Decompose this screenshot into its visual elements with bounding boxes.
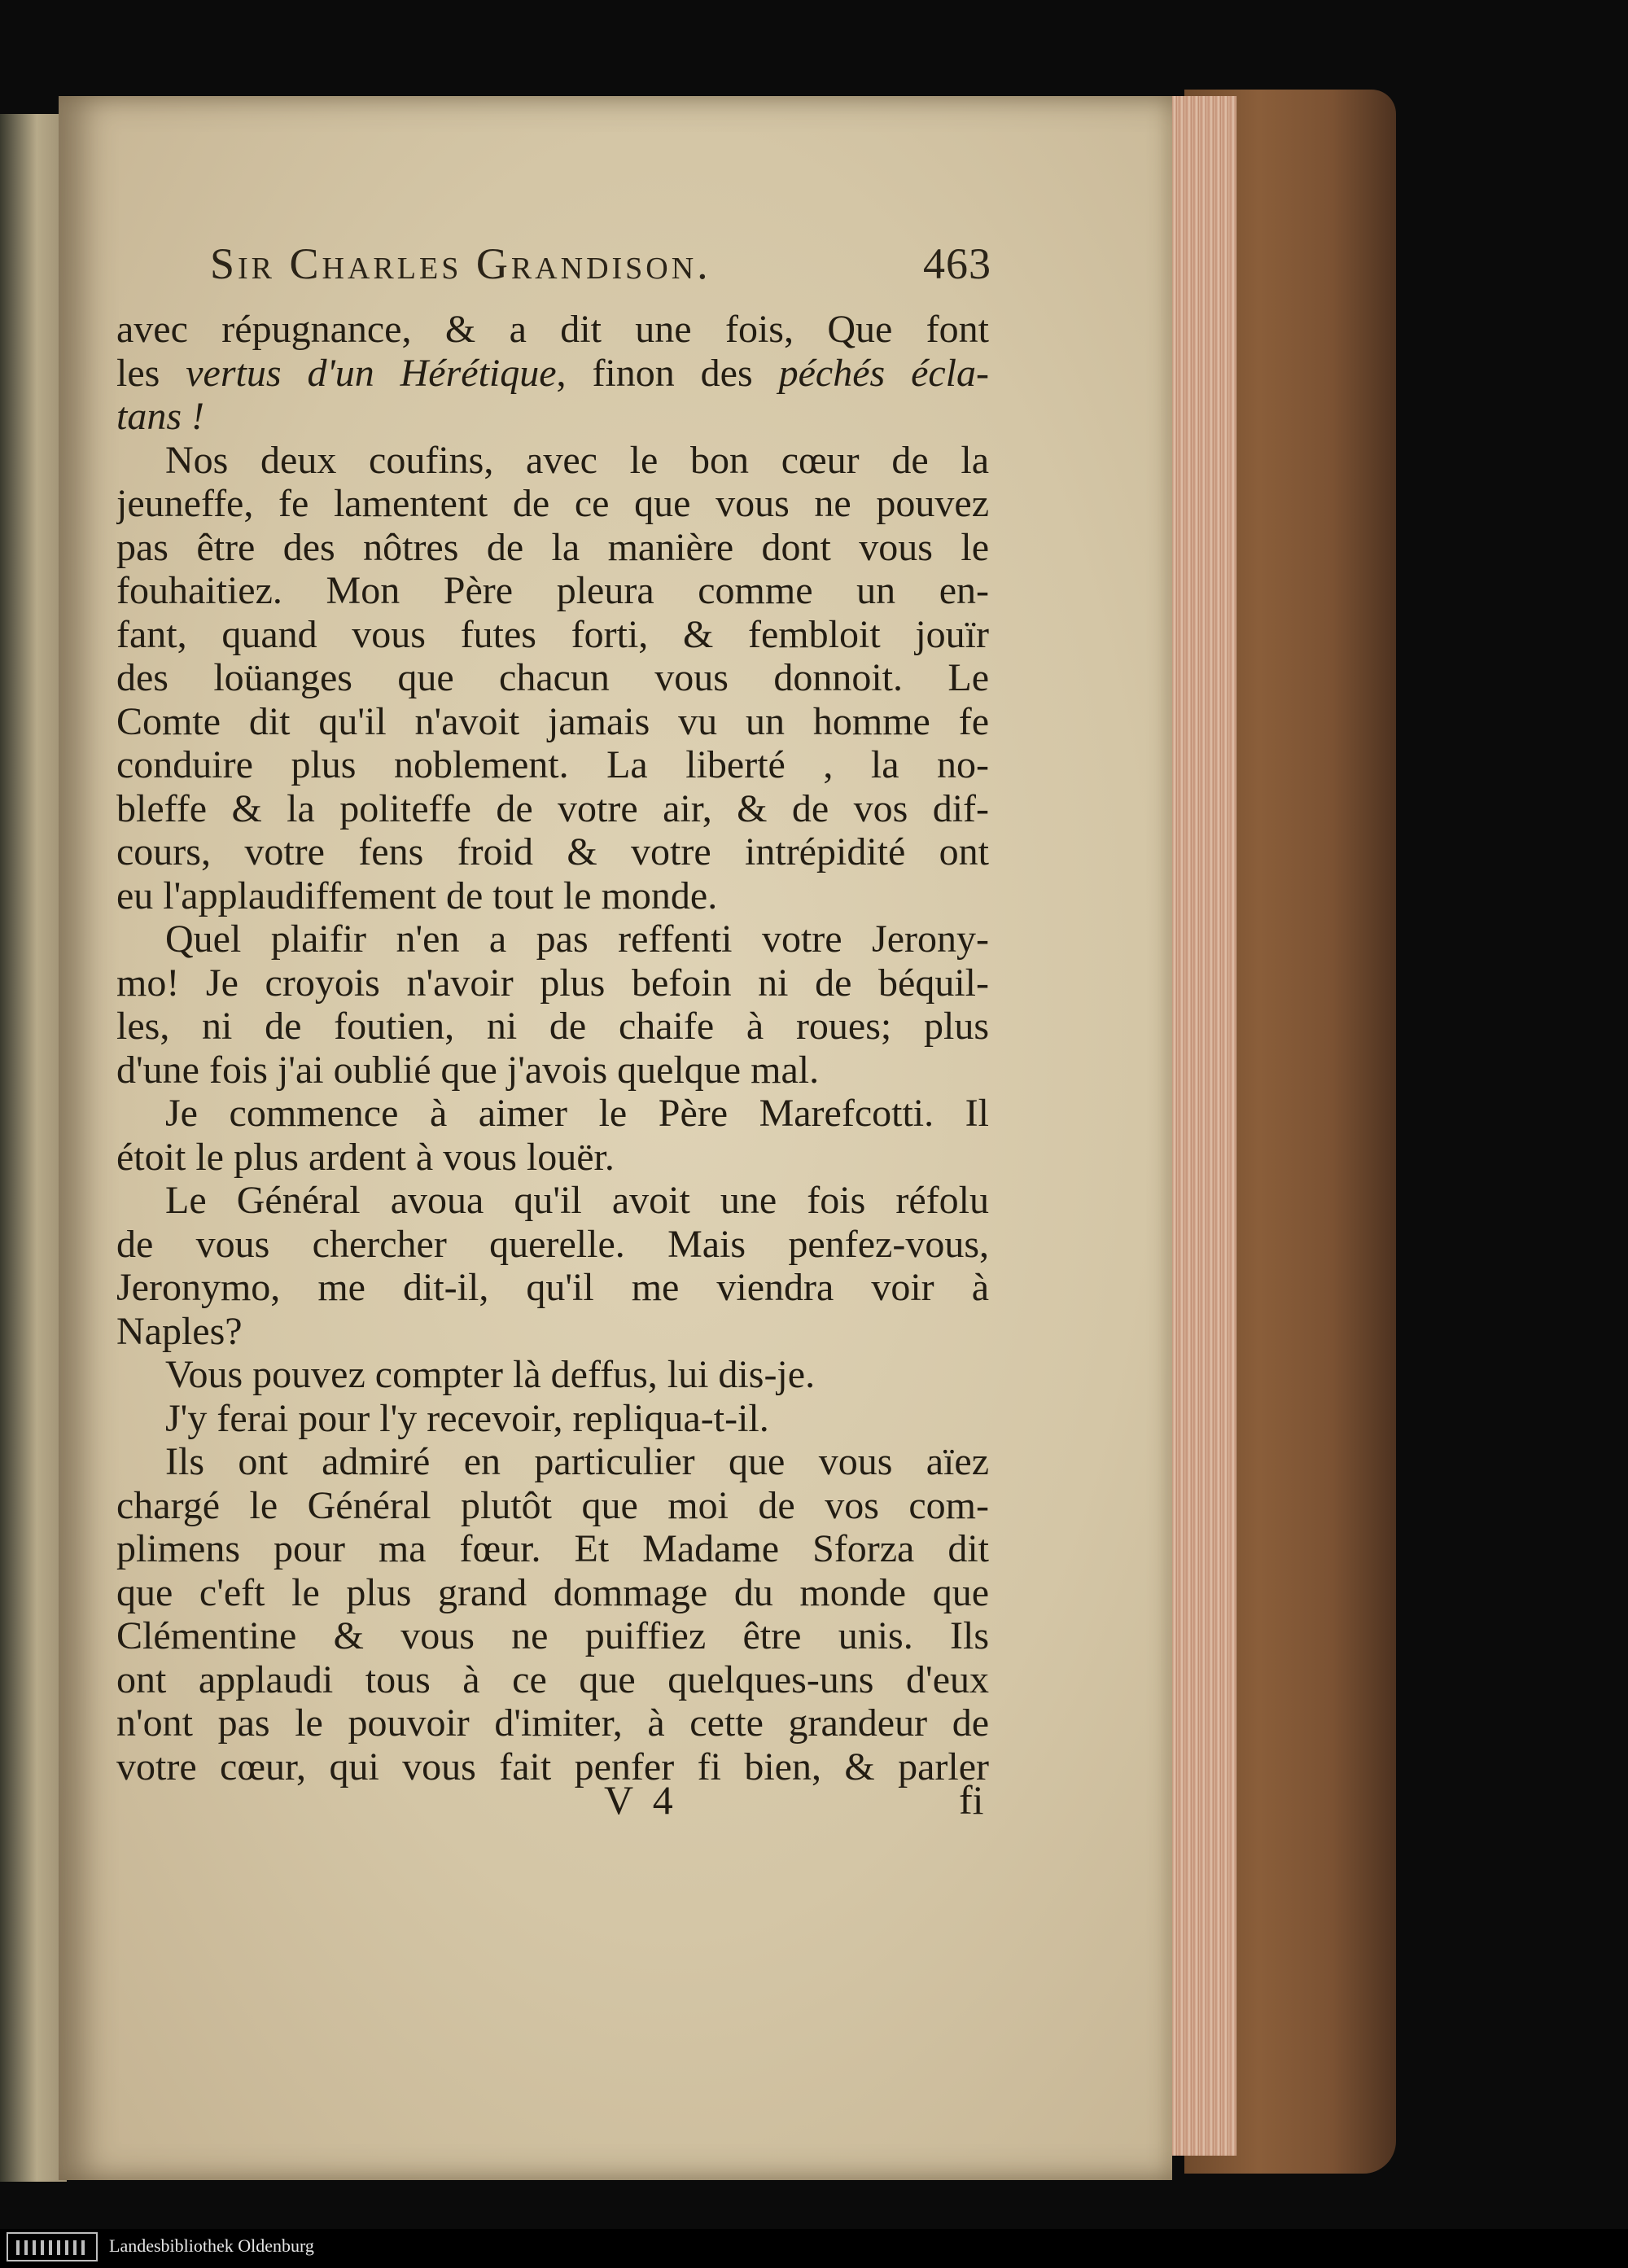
text-line: [116, 1484, 989, 1528]
text-segment: Clémentine & vous ne puiffiez être unis. Ils: [116, 1614, 989, 1657]
text-line: [116, 1353, 989, 1397]
text-line: [116, 1571, 989, 1615]
text-segment: des loüanges que chacun vous donnoit. Le: [116, 656, 989, 699]
text-line: [116, 1092, 989, 1136]
text-line: [116, 1223, 989, 1267]
text-segment: Vous pouvez compter là deffus, lui dis-je.: [165, 1353, 816, 1396]
text-line: [116, 1179, 989, 1223]
page-number: 463: [923, 239, 991, 288]
text-line: [116, 1049, 989, 1092]
text-segment: Je commence à aimer le Père Marefcotti. Il: [165, 1092, 989, 1135]
page-body-text: [116, 308, 989, 1789]
catchword: fi: [959, 1777, 984, 1823]
text-line: [116, 1658, 989, 1702]
text-segment: fant, quand vous futes forti, & fembloit jouïr: [116, 612, 989, 656]
library-bar: [0, 2229, 1628, 2268]
text-segment: les, ni de foutien, ni de chaife à roues; plus: [116, 1005, 989, 1048]
text-segment: Comte dit qu'il n'avoit jamais vu un homme fe: [116, 699, 989, 743]
text-segment: n'ont pas le pouvoir d'imiter, à cette grandeur de: [116, 1701, 989, 1745]
text-segment: d'une fois j'ai oublié que j'avois quelque mal.: [116, 1048, 820, 1092]
text-line: [116, 743, 989, 787]
text-segment: Jeronymo, me dit-il, qu'il me viendra voir à: [116, 1266, 989, 1309]
text-line: [116, 1266, 989, 1310]
text-line: [116, 352, 989, 396]
text-line: [116, 700, 989, 744]
library-logo-icon: [7, 2232, 98, 2261]
running-head: [210, 239, 991, 296]
text-line: [116, 526, 989, 570]
text-segment: avec répugnance, & a dit une fois, Que font: [116, 308, 989, 351]
text-line: [116, 1136, 989, 1180]
text-segment: J'y ferai pour l'y recevoir, repliqua-t-il.: [165, 1396, 769, 1440]
text-segment: Ils ont admiré en particulier que vous aïez: [165, 1440, 989, 1483]
page-edges: [1168, 96, 1236, 2156]
text-segment: cours, votre fens froid & votre intrépidité ont: [116, 830, 989, 873]
text-segment: de vous chercher querelle. Mais penfez-vous,: [116, 1222, 989, 1266]
text-line: [116, 961, 989, 1005]
text-segment: , finon des: [556, 351, 779, 395]
text-segment: fouhaitiez. Mon Père pleura comme un en-: [116, 569, 989, 612]
text-line: [116, 395, 989, 439]
text-line: [116, 1745, 989, 1789]
text-segment: mo! Je croyois n'avoir plus befoin ni de béquil-: [116, 961, 989, 1005]
text-segment: plimens pour ma fœur. Et Madame Sforza dit: [116, 1527, 989, 1570]
text-segment: Quel plaifir n'en a pas reffenti votre Jerony-: [165, 917, 989, 961]
text-segment: ont applaudi tous à ce que quelques-uns d'eux: [116, 1657, 989, 1701]
text-line: [116, 569, 989, 613]
facing-page-edge: [0, 114, 67, 2182]
text-line: [116, 1527, 989, 1571]
text-line: [116, 1614, 989, 1658]
text-line: [116, 308, 989, 352]
running-title: Sir Charles Grandison.: [210, 239, 711, 288]
text-line: [116, 656, 989, 700]
text-line: [116, 917, 989, 961]
text-segment: eu l'applaudiffement de tout le monde.: [116, 873, 718, 917]
text-line: [116, 482, 989, 526]
text-segment: pas être des nôtres de la manière dont vous le: [116, 525, 989, 569]
text-line: [116, 1005, 989, 1049]
text-segment: que c'eft le plus grand dommage du monde que: [116, 1570, 989, 1614]
text-segment: tans !: [116, 395, 204, 438]
text-segment: votre cœur, qui vous fait penfer fi bien, & parler: [116, 1745, 989, 1789]
text-segment: conduire plus noblement. La liberté , la no-: [116, 743, 989, 786]
text-segment: Naples?: [116, 1309, 243, 1353]
text-line: [116, 1701, 989, 1745]
text-line: [116, 830, 989, 874]
text-segment: bleffe & la politeffe de votre air, & de vos dif-: [116, 786, 989, 830]
text-segment: jeuneffe, fe lamentent de ce que vous ne pouvez: [116, 482, 989, 525]
text-line: [116, 874, 989, 918]
text-segment: Nos deux coufins, avec le bon cœur de la: [165, 438, 989, 482]
text-segment: péchés écla-: [778, 351, 989, 395]
signature-mark: V 4: [604, 1777, 678, 1823]
library-name: Landesbibliothek Oldenburg: [109, 2235, 314, 2256]
text-line: [116, 439, 989, 483]
text-segment: Le Général avoua qu'il avoit une fois réfolu: [165, 1179, 989, 1222]
text-segment: les: [116, 351, 186, 395]
text-line: [116, 1397, 989, 1441]
text-line: [116, 1440, 989, 1484]
text-line: [116, 1310, 989, 1354]
text-line: [116, 613, 989, 657]
text-line: [116, 787, 989, 831]
text-segment: chargé le Général plutôt que moi de vos com-: [116, 1483, 989, 1527]
text-segment: vertus d'un Hérétique: [186, 351, 557, 395]
text-segment: étoit le plus ardent à vous louër.: [116, 1135, 615, 1179]
